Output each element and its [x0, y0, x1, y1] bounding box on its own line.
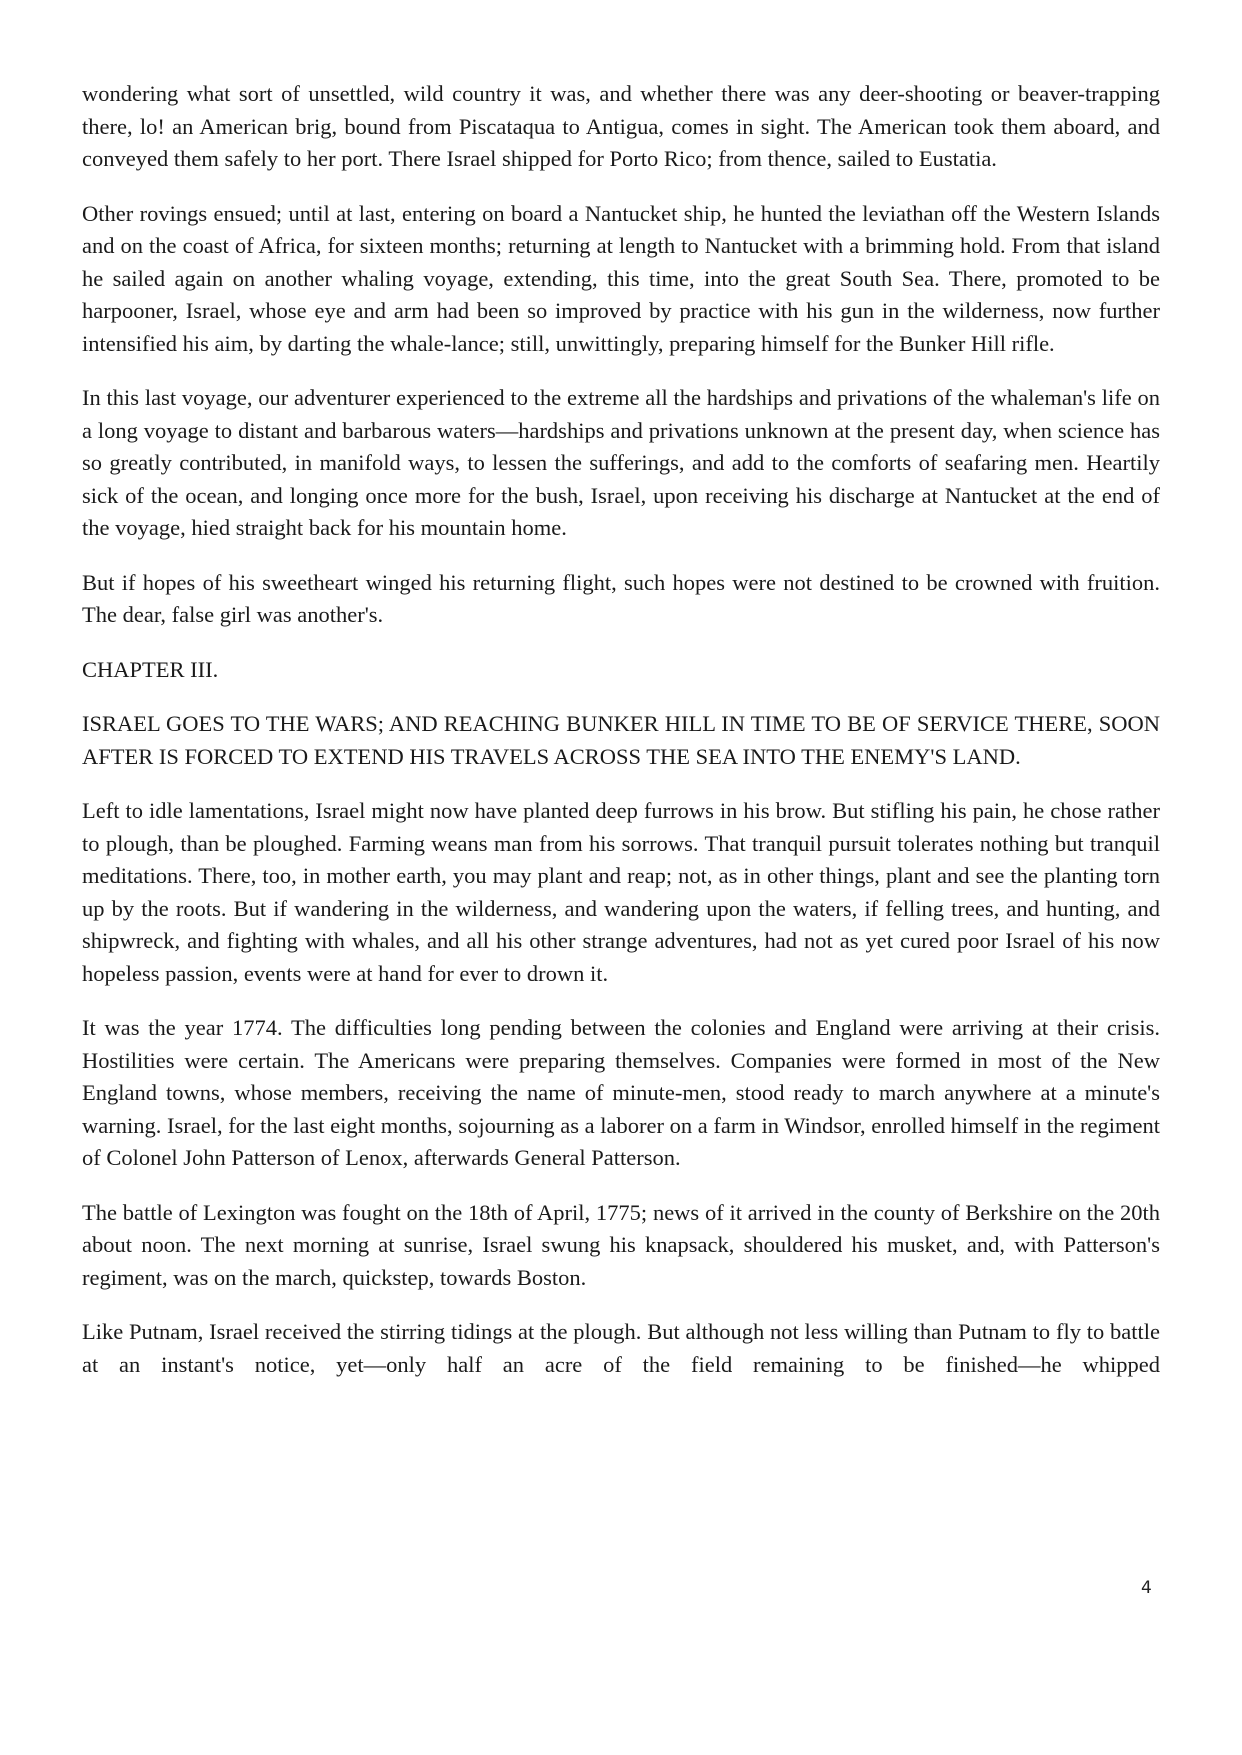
- paragraph: Other rovings ensued; until at last, entering on board a Nantucket ship, he hunted the leviathan off the Western Islands and on the coast of Africa, for sixteen months; returning at length to Nantucket with a brimming hold. From that island he sailed again on another whaling voyage, extending, this time, into the great South Sea. There, promoted to be harpooner, Israel, whose eye and arm had been so improved by practice with his gun in the wilderness, now further intensified his aim, by darting the whale-lance; still, unwittingly, preparing himself for the Bunker Hill rifle.: [82, 200, 1160, 356]
- page-number: 4: [1141, 1578, 1152, 1598]
- chapter-heading: CHAPTER III.: [82, 656, 219, 682]
- paragraph: Like Putnam, Israel received the stirring tidings at the plough. But although not less willing than Putnam to fly to battle at an instant's notice, yet—only half an acre of the field remaining to be finished—he whipped: [82, 1319, 1160, 1377]
- paragraph: Left to idle lamentations, Israel might now have planted deep furrows in his brow. But stifling his pain, he chose rather to plough, than be ploughed. Farming weans man from his sorrows. That tranquil pursuit tolerates nothing but tranquil meditations. There, too, in mother earth, you may plant and reap; not, as in other things, plant and see the planting torn up by the roots. But if wandering in the wilderness, and wandering upon the waters, if felling trees, and hunting, and shipwreck, and fighting with whales, and all his other strange adventures, had not as yet cured poor Israel of his now hopeless passion, events were at hand for ever to drown it.: [82, 798, 1160, 986]
- paragraph: wondering what sort of unsettled, wild country it was, and whether there was any deer-shooting or beaver-trapping there, lo! an American brig, bound from Piscataqua to Antigua, comes in sight. The American took them aboard, and conveyed them safely to her port. There Israel shipped for Porto Rico; from thence, sailed to Eustatia.: [82, 81, 1160, 171]
- paragraph: The battle of Lexington was fought on the 18th of April, 1775; news of it arrived in the county of Berkshire on the 20th about noon. The next morning at sunrise, Israel swung his knapsack, shouldered his musket, and, with Patterson's regiment, was on the march, quickstep, towards Boston.: [82, 1199, 1160, 1290]
- paragraph: But if hopes of his sweetheart winged his returning flight, such hopes were not destined to be crowned with fruition. The dear, false girl was another's.: [82, 569, 1160, 627]
- paragraph: It was the year 1774. The difficulties long pending between the colonies and England were arriving at their crisis. Hostilities were certain. The Americans were preparing themselves. Companies were formed in most of the New England towns, whose members, receiving the name of minute-men, stood ready to march anywhere at a minute's warning. Israel, for the last eight months, sojourning as a laborer on a farm in Windsor, enrolled himself in the regiment of Colonel John Patterson of Lenox, afterwards General Patterson.: [82, 1015, 1160, 1170]
- paragraph: In this last voyage, our adventurer experienced to the extreme all the hardships and privations of the whaleman's life on a long voyage to distant and barbarous waters—hardships and privations unknown at the present day, when science has so greatly contributed, in manifold ways, to lessen the sufferings, and add to the comforts of seafaring men. Heartily sick of the ocean, and longing once more for the bush, Israel, upon receiving his discharge at Nantucket at the end of the voyage, hied straight back for his mountain home.: [82, 385, 1160, 540]
- document-body: [82, 78, 1160, 1403]
- chapter-title: ISRAEL GOES TO THE WARS; AND REACHING BUNKER HILL IN TIME TO BE OF SERVICE THERE, SOON AFTER IS FORCED TO EXTEND HIS TRAVELS ACROSS THE SEA INTO THE ENEMY'S LAND.: [82, 711, 1160, 769]
